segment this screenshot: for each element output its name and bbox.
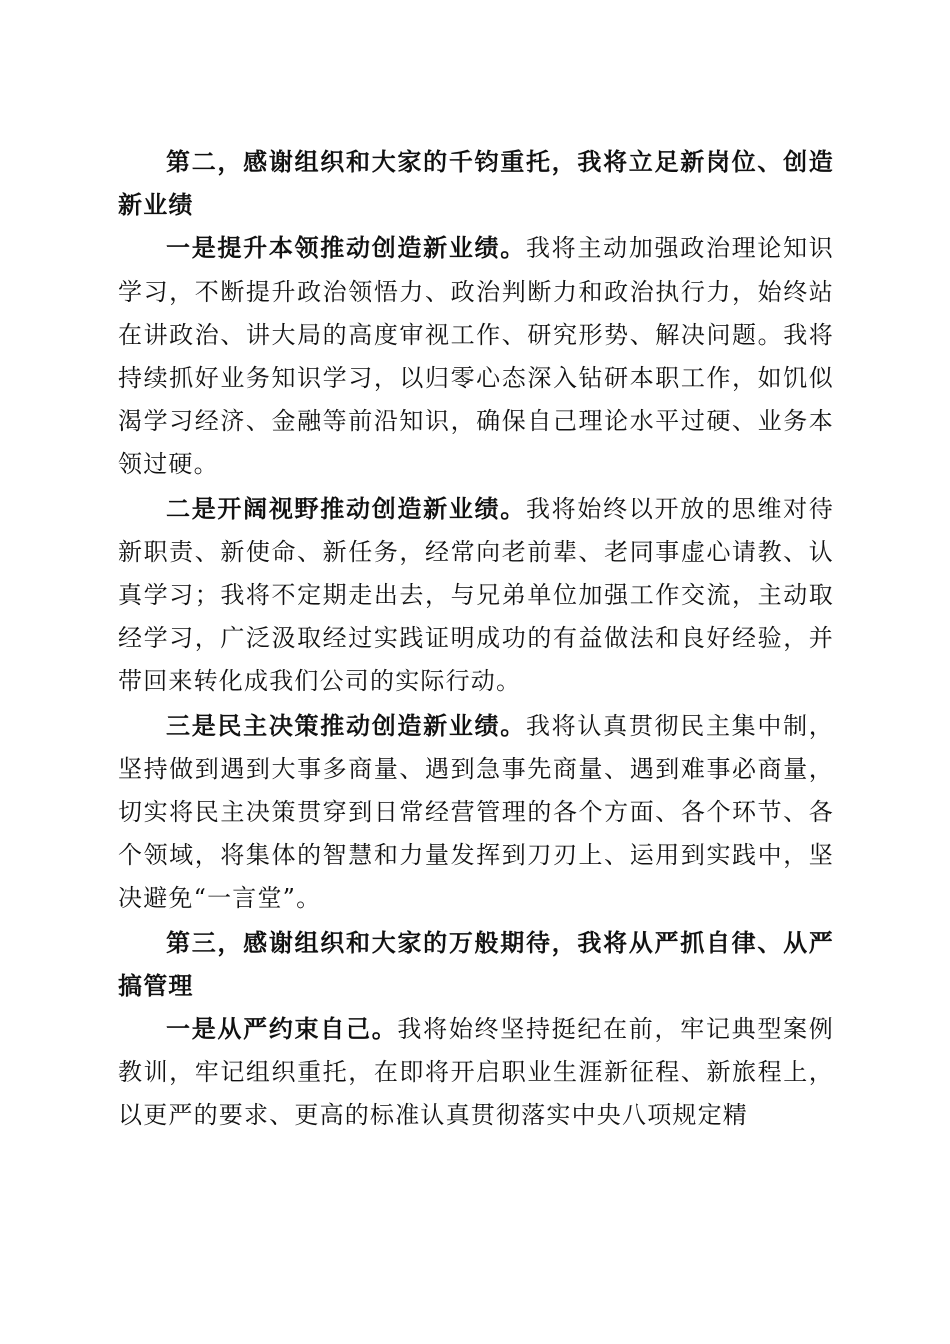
paragraph-text: 我将始终以开放的思维对待新职责、新使命、新任务，经常向老前辈、老同事虚心请教、认真学习；我将不定期走出去，与兄弟单位加强工作交流，主动取经学习，广泛汲取经过实践证明成功的有益做法和良好经验，并带回来转化成我们公司的实际行动。 [118,494,834,696]
paragraph-lead: 一是从严约束自己。 [166,1014,398,1044]
body-paragraph-1 [118,226,834,486]
paragraph-text: 我将主动加强政治理论知识学习，不断提升政治领悟力、政治判断力和政治执行力，始终站在讲政治、讲大局的高度审视工作、研究形势、解决问题。我将持续抓好业务知识学习，以归零心态深入钻研本职工作，如饥似渴学习经济、金融等前沿知识，确保自己理论水平过硬、业务本领过硬。 [118,234,834,479]
paragraph-text: 我将始终坚持挺纪在前，牢记典型案例教训，牢记组织重托，在即将开启职业生涯新征程、新旅程上，以更严的要求、更高的标准认真贯彻落实中央八项规定精 [118,1015,834,1130]
body-paragraph-3 [118,704,834,921]
section-heading-text: 第二，感谢组织和大家的千钧重托，我将立足新岗位、创造新业绩 [118,147,834,220]
body-paragraph-2 [118,487,834,704]
section-heading-3 [118,921,834,1007]
section-heading-text: 第三，感谢组织和大家的万般期待，我将从严抓自律、从严搞管理 [118,927,834,1000]
paragraph-lead: 三是民主决策推动创造新业绩。 [166,710,526,740]
body-paragraph-4 [118,1007,834,1138]
paragraph-lead: 一是提升本领推动创造新业绩。 [166,233,526,263]
paragraph-lead: 二是开阔视野推动创造新业绩。 [166,493,526,523]
document-page [118,140,834,1138]
section-heading-2 [118,140,834,226]
paragraph-text: 我将认真贯彻民主集中制，坚持做到遇到大事多商量、遇到急事先商量、遇到难事必商量，切实将民主决策贯穿到日常经营管理的各个方面、各个环节、各个领域，将集体的智慧和力量发挥到刀刃上、运用到实践中，坚决避免“一言堂”。 [118,711,834,913]
